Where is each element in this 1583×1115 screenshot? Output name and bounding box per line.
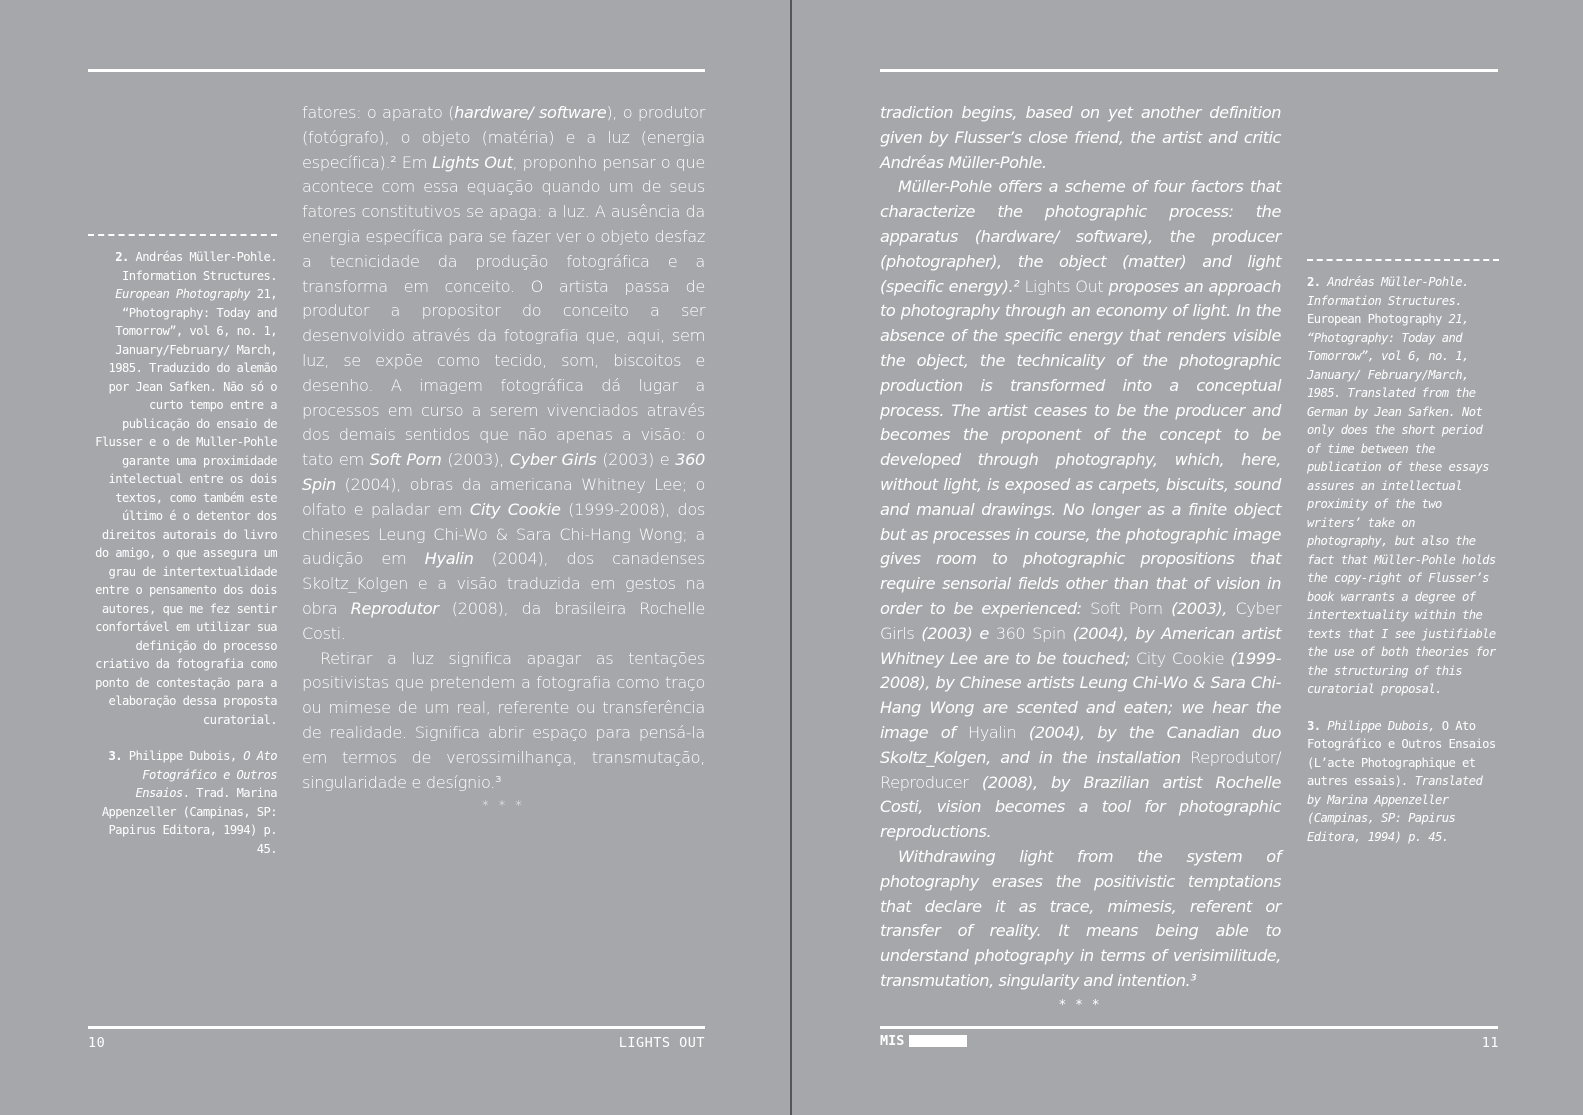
footnote-text: . Translated by Marina Appenzeller (Campinas, SP: Papirus Editora, 1994) p. 45. — [1307, 774, 1483, 844]
paragraph: Withdrawing light from the system of photography erases the positivistic temptations that declare it as trace, mimesis, referent or transfer of reality. It means being able to understand photography in terms of verisimilitude, transmutation, singularity and intention.³ — [880, 846, 1281, 990]
footnote-text: Andréas Müller-Pohle. Information Structures. — [122, 250, 277, 283]
text-run: , proponho pensar o que acontece com essa equação quando um de seus fatores constitutivos se apaga: a luz. A ausência da energia específica para se fazer ver o objeto desfaz a tecnicidade da produção fotográfica e a transforma em conceito. O artista passa de produtor a propositor do conceito a ser desenvolvido através da fotografia que, aqui, sem luz, se expõe como tecido, som, biscoitos e desenho. A imagem fotográfica dá lugar a processos em curso a serem vivenciados através dos demais sentidos que não apenas a visão: o tato em — [302, 152, 705, 470]
brand-text: MIS — [880, 1033, 905, 1049]
footnote-separator — [88, 234, 277, 236]
roman-run: City Cookie — [1135, 648, 1225, 668]
page-number: 11 — [1481, 1035, 1499, 1051]
footnote-3 — [88, 747, 277, 858]
paragraph: Retirar a luz significa apagar as tentações positivistas que pretendem a fotografia como traço ou mimese de um real, referente ou transferência de realidade. Significa abrir espaço para pensá-la em termos de verossimilhança, transmutação, singularidade e desígnio.³ — [302, 648, 705, 792]
footnote-2 — [1307, 273, 1499, 699]
text-run: (2004), obras da americana Whitney Lee; o olfato e paladar em — [302, 474, 705, 519]
paragraph — [880, 175, 1281, 845]
footnote-3 — [1307, 717, 1499, 847]
footnotes — [88, 234, 277, 876]
page-number: 10 — [88, 1035, 106, 1051]
paragraph: tradiction begins, based on yet another definition given by Flusser’s close friend, the artist and critic Andréas Müller-Pohle. — [880, 103, 1281, 172]
footnote-text: Philippe Dubois, — [122, 749, 244, 763]
top-rule — [880, 69, 1498, 72]
bottom-rule — [880, 1026, 1498, 1029]
section-break: * * * — [482, 799, 525, 815]
text-run: (2003), — [441, 450, 510, 470]
text-run: (2008), da brasileira Rochelle Costi. — [302, 598, 705, 643]
italic-run: 360 Spin — [302, 450, 705, 494]
footnotes — [1307, 259, 1499, 864]
footnote-text: 21, “Photography: Today and Tomorrow”, vol 6, no. 1, January/February/ March, 1985. Traduzido do alemão por Jean Safken. Não só o curto tempo entre a publicação do ensaio de Flusser e o de Muller-Pohle garante uma proximidade intelectual entre os dois textos, como também este último é o detentor dos direitos autorais do livro do amigo, o que assegura um grau de intertextualidade entre o pensamento dos dois autores, que me fez sentir confortável em utilizar sua definição do processo criativo da fotografia como ponto de contestação para a elaboração dessa proposta curatorial. — [95, 287, 277, 727]
text-run: (2003) e — [596, 450, 676, 470]
italic-run: Soft Porn — [369, 450, 442, 470]
italic-run: Hyalin — [424, 549, 474, 569]
footnote-text: . Trad. Marina Appenzeller (Campinas, SP: Papirus Editora, 1994) p. 45. — [101, 786, 277, 856]
top-rule — [88, 69, 705, 72]
text-run: fatores: o aparato ( — [302, 103, 455, 122]
section-break: * * * — [1059, 997, 1102, 1013]
paragraph — [302, 101, 705, 647]
italic-run: hardware/ software — [454, 103, 607, 122]
body-text — [880, 101, 1281, 1018]
footnote-number: 3. — [108, 749, 123, 763]
roman-run: Soft Porn — [1090, 598, 1163, 618]
footnote-title: O Ato Fotográfico e Outros Ensaios (L’acte Photographique et autres essais) — [1307, 718, 1496, 788]
body-text — [302, 101, 705, 820]
italic-run: Cyber Girls — [509, 450, 597, 470]
roman-run: Lights Out — [1024, 276, 1104, 296]
footnote-number: 2. — [1307, 275, 1321, 289]
roman-run: 360 Spin — [995, 623, 1066, 643]
footnote-text: 21, “Photography: Today and Tomorrow”, vol 6, no. 1, January/ February/March, 1985. Translated from the German by Jean Safken. Not only does the short period of time between the publication of these essays assures an intellectual proximity of the two writers’ take on photography, but also the fact that Müller-Pohle holds the copy-right of Flusser’s book warrants a degree of intertextuality within the texts that I see justifiable the use of both theories for the structuring of this curatorial proposal. — [1307, 312, 1496, 696]
bottom-rule — [88, 1026, 705, 1029]
text-run: (1999-2008), by Chinese artists Leung Chi-Wo & Sara Chi-Hang Wong are scented and eaten; we hear the image of — [880, 648, 1281, 742]
footnote-title: European Photography — [1307, 312, 1442, 326]
italic-run: Reprodutor — [350, 598, 439, 618]
footnote-number: 2. — [115, 250, 129, 264]
text-run: (2003), — [1162, 598, 1236, 618]
text-run: (2008), by Brazilian artist Rochelle Costi, vision becomes a tool for photographic reproductions. — [880, 772, 1281, 842]
brand-logo — [880, 1033, 967, 1049]
footnote-2 — [88, 248, 277, 729]
italic-run: City Cookie — [469, 499, 561, 519]
left-page — [0, 0, 790, 1115]
footnote-title: O Ato Fotográfico e Outros Ensaios — [135, 749, 277, 800]
running-head: LIGHTS OUT — [618, 1035, 705, 1051]
text-run: (1999-2008), dos chineses Leung Chi-Wo & Sara Chi-Hang Wong; a audição em — [302, 499, 705, 569]
right-page — [792, 0, 1583, 1115]
roman-run: Cyber Girls — [880, 598, 1281, 643]
text-run: (2004), by the Canadian duo Skoltz_Kolgen, and in the installation — [880, 722, 1282, 767]
text-run: ), o produtor (fotógrafo), o objeto (matéria) e a luz (energia específica).² Em — [302, 103, 706, 172]
roman-run: Hyalin — [968, 722, 1017, 742]
text-run: Müller-Pohle offers a scheme of four factors that characterize the photographic process: the apparatus (hardware/ software), the producer (photographer), the object (matter) and light (specific energy).² — [880, 177, 1281, 296]
italic-run: Lights Out — [432, 152, 513, 172]
text-run: (2003) e — [914, 623, 996, 643]
text-run: proposes an approach to photography through an economy of light. In the absence of the specific energy that renders visible the object, the technicality of the photographic production is transformed into a conceptual process. The artist ceases to be the producer and becomes the proponent of the concept to be developed through photography, which, here, without light, is exposed as carpets, biscuits, sound and manual drawings. No longer as a finite object but as processes in course, the photographic image gives room to photographic propositions that require sensorial fields other than that of vision in order to be experienced: — [880, 276, 1282, 618]
footnote-text: Philippe Dubois, — [1320, 718, 1442, 733]
text-run: (2004), by American artist Whitney Lee are to be touched; — [880, 623, 1281, 668]
footnote-separator — [1307, 259, 1499, 261]
roman-run: Reprodutor/ Reproducer — [880, 747, 1281, 792]
footnote-text: Andréas Müller-Pohle. Information Structures. — [1307, 275, 1469, 308]
text-run: (2004), dos canadenses Skoltz_Kolgen e a visão traduzida em gestos na obra — [302, 549, 705, 618]
brand-bar — [909, 1035, 967, 1047]
footnote-number: 3. — [1307, 718, 1321, 733]
footnote-title: European Photography — [115, 287, 251, 301]
